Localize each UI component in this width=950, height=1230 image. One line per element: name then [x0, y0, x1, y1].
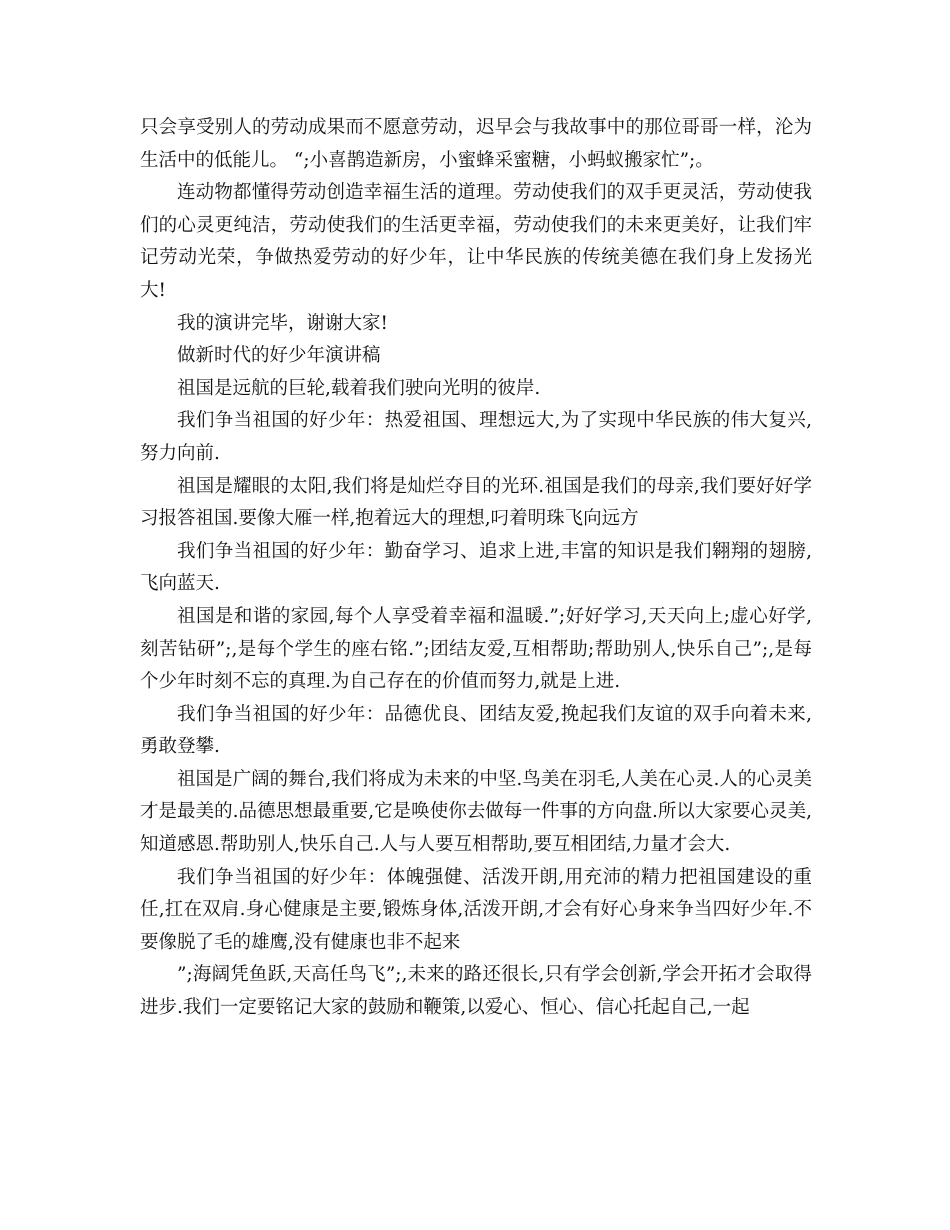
paragraph: ”;海阔凭鱼跃,天高任鸟飞”;,未来的路还很长,只有学会创新,学会开拓才会取得进步.我们一定要铭记大家的鼓励和鞭策,以爱心、恒心、信心托起自己,一起 [140, 964, 812, 1019]
document-page [140, 112, 812, 1025]
paragraph: 我们争当祖国的好少年：体魄强健、活泼开朗,用充沛的精力把祖国建设的重任,扛在双肩.身心健康是主要,锻炼身体,活泼开朗,才会有好心身来争当四好少年.不要像脱了毛的雄鹰,没有健康也非不起来 [140, 866, 812, 953]
paragraph: 祖国是耀眼的太阳,我们将是灿烂夺目的光环.祖国是我们的母亲,我们要好好学习报答祖国.要像大雁一样,抱着远大的理想,叼着明珠飞向远方 [140, 475, 812, 530]
paragraph: 我们争当祖国的好少年：勤奋学习、追求上进,丰富的知识是我们翱翔的翅膀,飞向蓝天. [140, 540, 812, 595]
paragraph: 我的演讲完毕，谢谢大家! [177, 312, 388, 334]
paragraph: 祖国是和谐的家园,每个人享受着幸福和温暖.”;好好学习,天天向上;虚心好学,刻苦钻研”;,是每个学生的座右铭.”;团结友爱,互相帮助;帮助别人,快乐自己”;,是每个少年时刻不忘的真理.为自己存在的价值而努力,就是上进. [140, 605, 812, 693]
paragraph: 只会享受别人的劳动成果而不愿意劳动，迟早会与我故事中的那位哥哥一样，沦为生活中的低能儿。 “;小喜鹊造新房，小蜜蜂采蜜糖，小蚂蚁搬家忙”;。 [140, 117, 812, 171]
section-title: 做新时代的好少年演讲稿 [177, 345, 381, 367]
paragraph: 我们争当祖国的好少年：热爱祖国、理想远大,为了实现中华民族的伟大复兴,努力向前. [140, 410, 812, 464]
paragraph: 祖国是广阔的舞台,我们将成为未来的中坚.鸟美在羽毛,人美在心灵.人的心灵美才是最美的.品德思想最重要,它是唤使你去做每一件事的方向盘.所以大家要心灵美,知道感恩.帮助别人,快乐自己.人与人要互相帮助,要互相团结,力量才会大. [140, 768, 812, 856]
paragraph: 连动物都懂得劳动创造幸福生活的道理。劳动使我们的双手更灵活，劳动使我们的心灵更纯洁，劳动使我们的生活更幸福，劳动使我们的未来更美好，让我们牢记劳动光荣，争做热爱劳动的好少年，让中华民族的传统美德在我们身上发扬光大! [140, 182, 812, 301]
paragraph: 祖国是远航的巨轮,载着我们驶向光明的彼岸. [177, 377, 541, 399]
paragraph: 我们争当祖国的好少年：品德优良、团结友爱,挽起我们友谊的双手向着未来,勇敢登攀. [140, 703, 812, 758]
